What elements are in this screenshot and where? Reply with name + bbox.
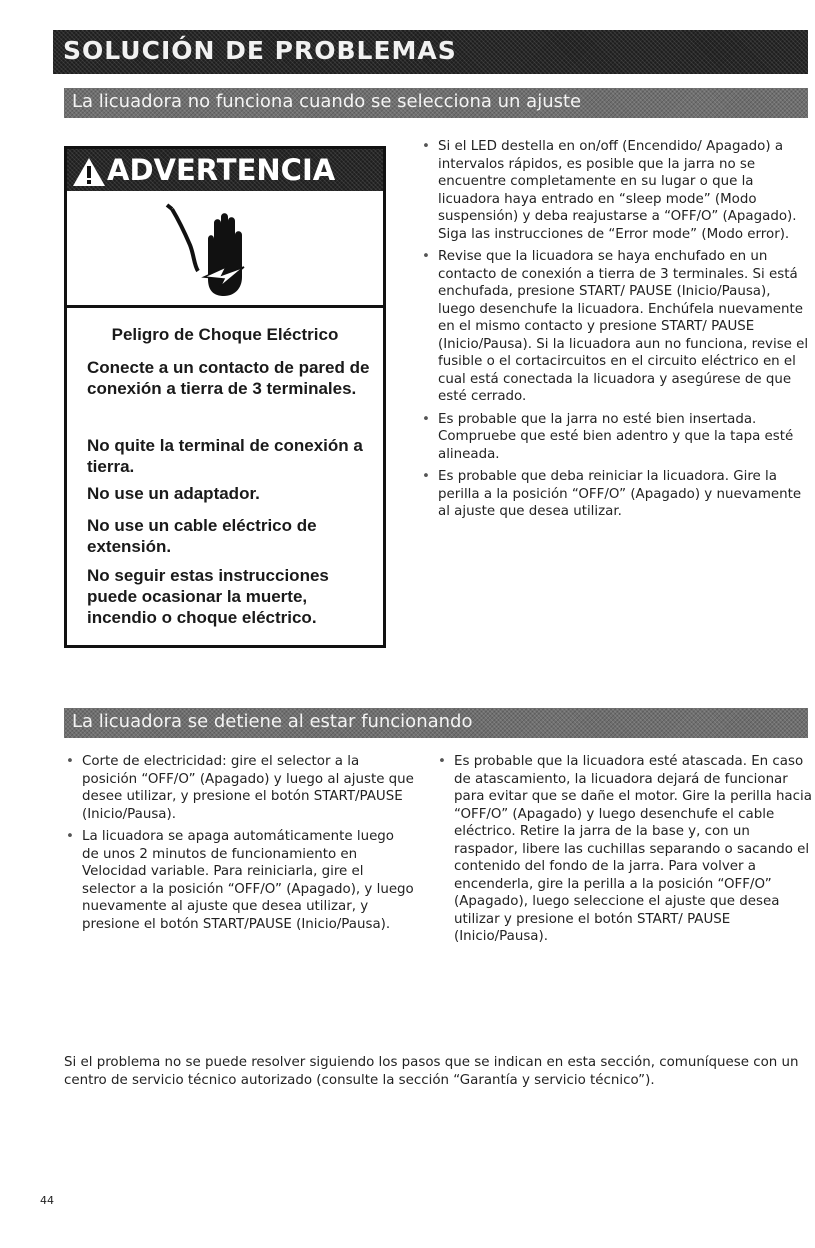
section-heading-1-text: La licuadora no funciona cuando se selecciona un ajuste [72,91,582,112]
warning-divider [67,305,383,308]
list-item: • Si el LED destella en on/off (Encendido/ Apagado) a intervalos rápidos, es posible que la jarra no se encuentre completamente en su lugar o que la licuadora haya entrado en “sleep mode” (Modo suspensión) y deba reajustarse a “OFF/O” (Apagado). Siga las instrucciones de “Error mode” (Modo error). [420,138,810,243]
list-item: • Corte de electricidad: gire el selector a la posición “OFF/O” (Apagado) y luego al ajuste que desee utilizar, y presione el botón START/PAUSE (Inicio/Pausa). [64,753,414,823]
section1-troubleshooting-list [420,138,810,526]
list-item: • Revise que la licuadora se haya enchufado en un contacto de conexión a tierra de 3 terminales. Si está enchufada, presione START/ PAUSE (Inicio/Pausa), luego desenchufe la licuadora. Enchúfela nuevamente en el mismo contacto y presione START/ PAUSE (Inicio/Pausa). Si la licuadora aun no funciona, revise el fusible o el cortacircuitos en el circuito eléctrico en el cual está conectada la licuadora y asegúrese de que esté cerrado. [420,248,810,406]
warning-item: No seguir estas instrucciones puede ocasionar la muerte, incendio o choque eléctrico. [87,566,329,627]
section-heading-2-text: La licuadora se detiene al estar funcionando [72,711,473,732]
section-heading-2 [64,708,808,738]
warning-item: No use un adaptador. [87,484,260,503]
list-item: • Es probable que deba reiniciar la licuadora. Gire la perilla a la posición “OFF/O” (Apagado) y nuevamente al ajuste que desea utilizar. [420,468,810,521]
warning-header [67,149,383,191]
section2-left-list [64,753,414,938]
warning-title: ADVERTENCIA [107,153,336,187]
warning-triangle-icon [72,157,106,187]
list-item: • La licuadora se apaga automáticamente luego de unos 2 minutos de funcionamiento en Velocidad variable. Para reiniciarla, gire el selector a la posición “OFF/O” (Apagado), y luego nuevamente al ajuste que desea utilizar, y presione el botón START/PAUSE (Inicio/Pausa). [64,828,414,933]
footer-note: Si el problema no se puede resolver siguiendo los pasos que se indican en esta sección, comuníquese con un centro de servicio técnico autorizado (consulte la sección “Garantía y servicio técnico”). [64,1055,799,1088]
warning-item: No quite la terminal de conexión a tierra. [87,436,363,476]
section2-right-list [436,753,814,951]
warning-item: No use un cable eléctrico de extensión. [87,516,317,556]
page-title-banner [53,30,808,74]
electrical-shock-hand-icon [164,199,284,299]
page-title: SOLUCIÓN DE PROBLEMAS [63,36,457,65]
section-heading-1 [64,88,808,118]
list-item: • Es probable que la licuadora esté atascada. En caso de atascamiento, la licuadora dejará de funcionar para evitar que se dañe el motor. Gire la perilla hacia “OFF/O” (Apagado) y luego desenchufe el cable eléctrico. Retire la jarra de la base y, con un raspador, libere las cuchillas separando o sacando el contenido del fondo de la jarra. Para volver a encenderla, gire la perilla a la posición “OFF/O” (Apagado), luego seleccione el ajuste que desea utilizar y presione el botón START/ PAUSE (Inicio/Pausa). [436,753,814,946]
hazard-title: Peligro de Choque Eléctrico [111,325,339,344]
warning-box [64,146,386,648]
warning-item: Conecte a un contacto de pared de conexión a tierra de 3 terminales. [87,358,370,398]
page-number: 44 [40,1194,54,1207]
list-item: • Es probable que la jarra no esté bien insertada. Compruebe que esté bien adentro y que la tapa esté alineada. [420,411,810,464]
